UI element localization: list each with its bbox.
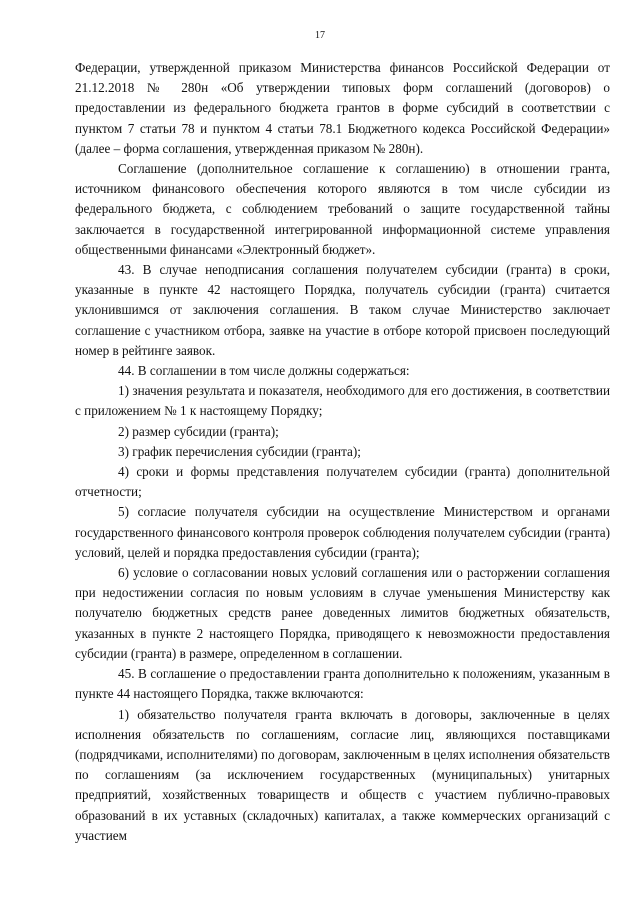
paragraph-45: 45. В соглашение о предоставлении гранта дополнительно к положениям, указанным в пункте 44 настоящего Порядка, также включаются: xyxy=(75,666,610,702)
paragraph-44-item-2: 2) размер субсидии (гранта); xyxy=(118,423,279,439)
paragraph-43: 43. В случае неподписания соглашения получателем субсидии (гранта) в сроки, указанные в пункте 42 настоящего Порядка, получатель субсидии (гранта) считается уклонившимся от заключения соглашения. В таком случае Министерство заключает соглашение с участником отбора, заявке на участие в отборе которой присвоен последующий номер в рейтинге заявок. xyxy=(75,262,610,358)
paragraph-45-item-1: 1) обязательство получателя гранта включать в договоры, заключенные в целях исполнения обязательств по соглашениям, согласие лиц, являющихся поставщиками (подрядчиками, исполнителями) по договорам, заключенным в целях исполнения обязательств по соглашениям (за исключением государственных (муниципальных) унитарных предприятий, хозяйственных товариществ и обществ с участием публично-правовых образований в их уставных (складочных) капиталах, а также коммерческих организаций с участием xyxy=(75,706,610,843)
page-number: 17 xyxy=(315,30,325,41)
paragraph-form-reference: Федерации, утвержденной приказом Министерства финансов Российской Федерации от 21.12.2018 № 280н «Об утверждении типовых форм соглашений (договоров) о предоставлении из федерального бюджета грантов в форме субсидий в соответствии с пунктом 7 статьи 78 и пунктом 4 статьи 78.1 Бюджетного кодекса Российской Федерации» (далее – форма соглашения, утвержденная приказом № 280н). xyxy=(75,60,610,156)
document-body xyxy=(75,58,610,846)
paragraph-44-item-5: 5) согласие получателя субсидии на осуществление Министерством и органами государственного финансового контроля проверок соблюдения получателем субсидии (гранта) условий, целей и порядка предоставления субсидии (гранта); xyxy=(75,504,610,560)
paragraph-44-item-3: 3) график перечисления субсидии (гранта); xyxy=(118,443,361,459)
paragraph-44-item-6: 6) условие о согласовании новых условий соглашения или о расторжении соглашения при недостижении согласия по новым условиям в случае уменьшения Министерству как получателю бюджетных средств ранее доведенных лимитов бюджетных обязательств, указанных в пункте 2 настоящего Порядка, приводящего к невозможности предоставления субсидии (гранта) в размере, определенном в соглашении. xyxy=(75,565,610,661)
paragraph-44-item-1: 1) значения результата и показателя, необходимого для его достижения, в соответствии с приложением № 1 к настоящему Порядку; xyxy=(75,383,610,419)
paragraph-44: 44. В соглашении в том числе должны содержаться: xyxy=(118,363,410,379)
paragraph-agreement-secrecy: Соглашение (дополнительное соглашение к соглашению) в отношении гранта, источником финансового обеспечения которого являются в том числе субсидии из федерального бюджета, с соблюдением требований о защите государственной тайны заключается в государственной интегрированной информационной системе управления общественными финансами «Электронный бюджет». xyxy=(75,161,610,257)
paragraph-44-item-4: 4) сроки и формы представления получателем субсидии (гранта) дополнительной отчетности; xyxy=(75,464,610,500)
